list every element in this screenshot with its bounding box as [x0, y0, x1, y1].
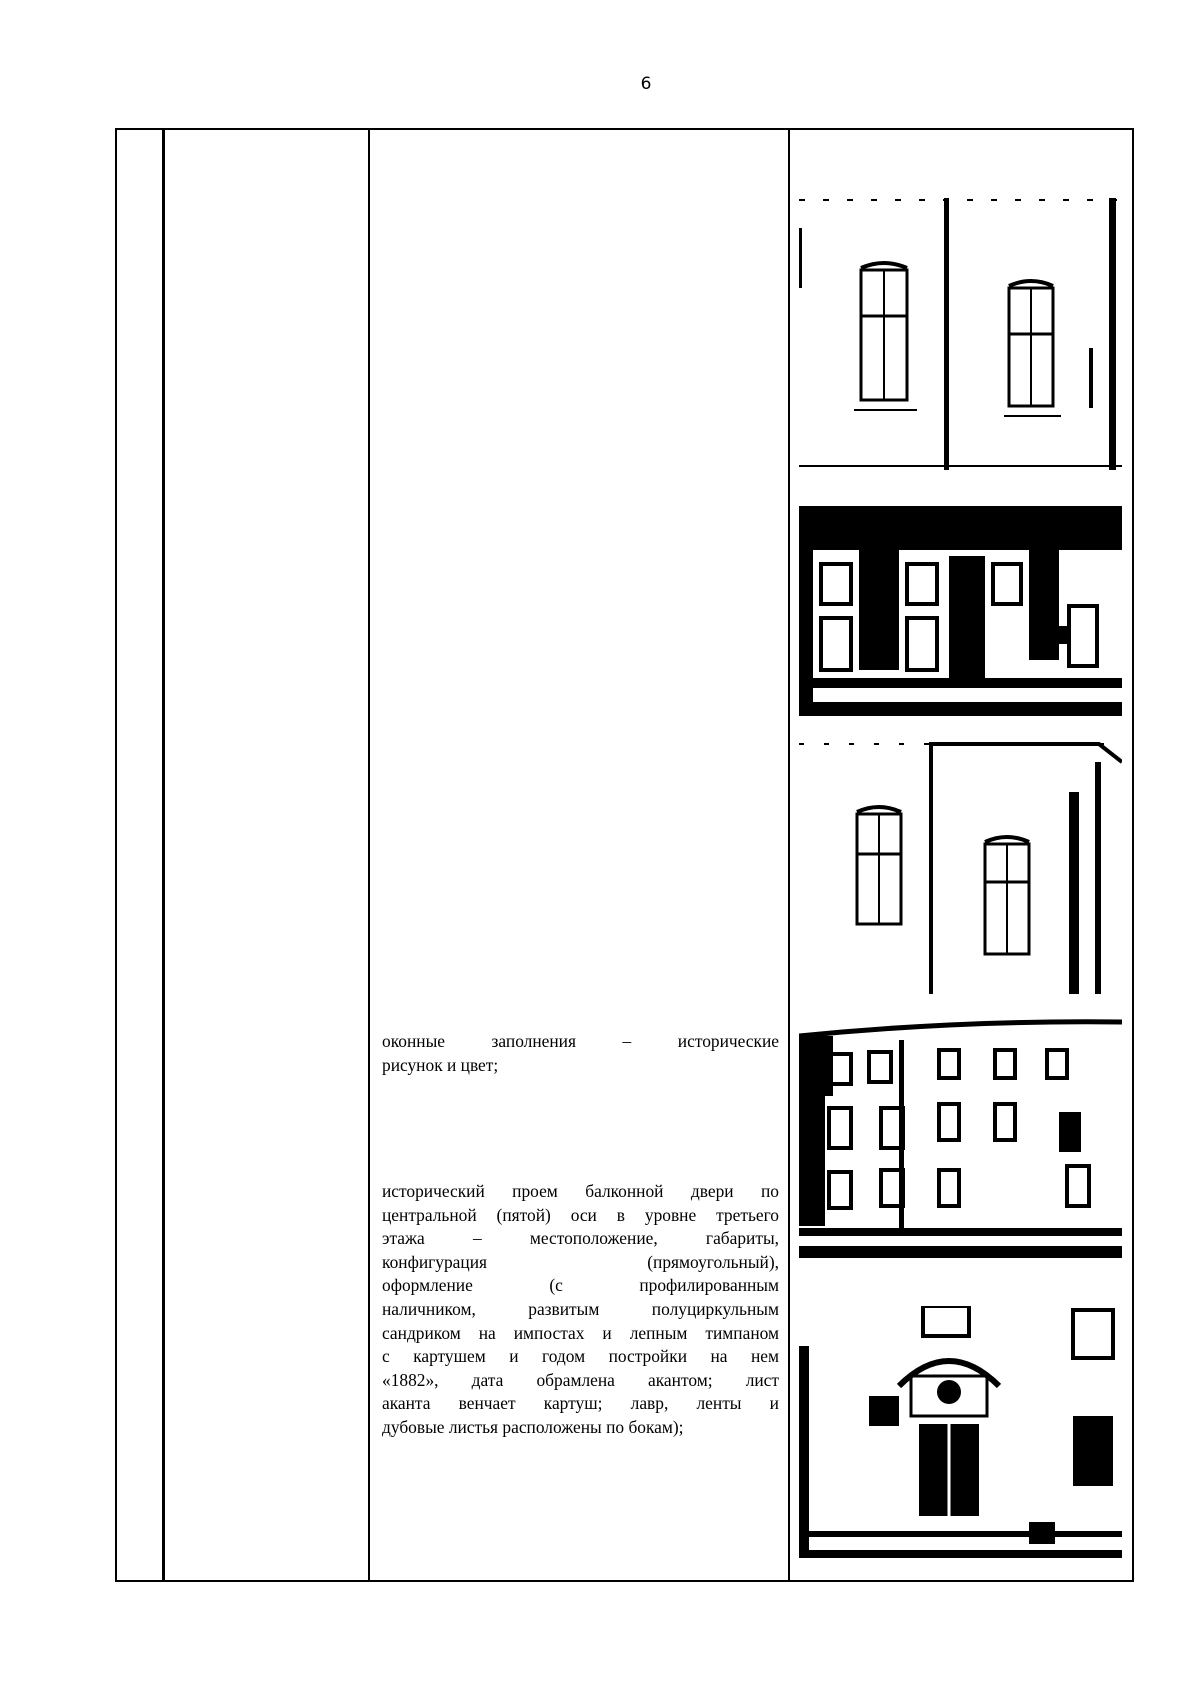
- text-line: дубовые листья расположены по бокам);: [382, 1416, 684, 1437]
- text-line: наличником, развитым полуциркульным: [382, 1298, 779, 1319]
- text-line: аканта венчает картуш; лавр, ленты и: [382, 1393, 779, 1414]
- page-number: 6: [640, 74, 652, 94]
- column-divider-3: [788, 128, 790, 1582]
- text-line: исторический проем балконной двери по: [382, 1181, 779, 1201]
- text-line: сандриком на импостах и лепным тимпаном: [382, 1322, 779, 1343]
- facade-photo-2: [799, 506, 1122, 716]
- paragraph-window-fillings: [382, 1030, 779, 1077]
- text-line: центральной (пятой) оси в уровне третьего: [382, 1204, 779, 1225]
- column-divider-2: [368, 128, 370, 1582]
- facade-photo-3: [799, 742, 1122, 994]
- facade-photo-5: [799, 1306, 1122, 1558]
- text-line: оформление (с профилированным: [382, 1275, 779, 1296]
- text-line: «1882», дата обрамлена акантом; лист: [382, 1369, 779, 1390]
- facade-photo-4: [799, 1016, 1122, 1258]
- text-line: оконные заполнения – исторические: [382, 1031, 779, 1051]
- text-line: с картушем и годом постройки на нем: [382, 1346, 779, 1367]
- text-line: конфигурация (прямоугольный),: [382, 1251, 779, 1272]
- column-divider-1: [162, 128, 165, 1582]
- paragraph-balcony-door-opening: [382, 1180, 779, 1440]
- text-line: этажа – местоположение, габариты,: [382, 1228, 779, 1249]
- text-line: рисунок и цвет;: [382, 1054, 499, 1075]
- facade-photo-1: [799, 198, 1122, 470]
